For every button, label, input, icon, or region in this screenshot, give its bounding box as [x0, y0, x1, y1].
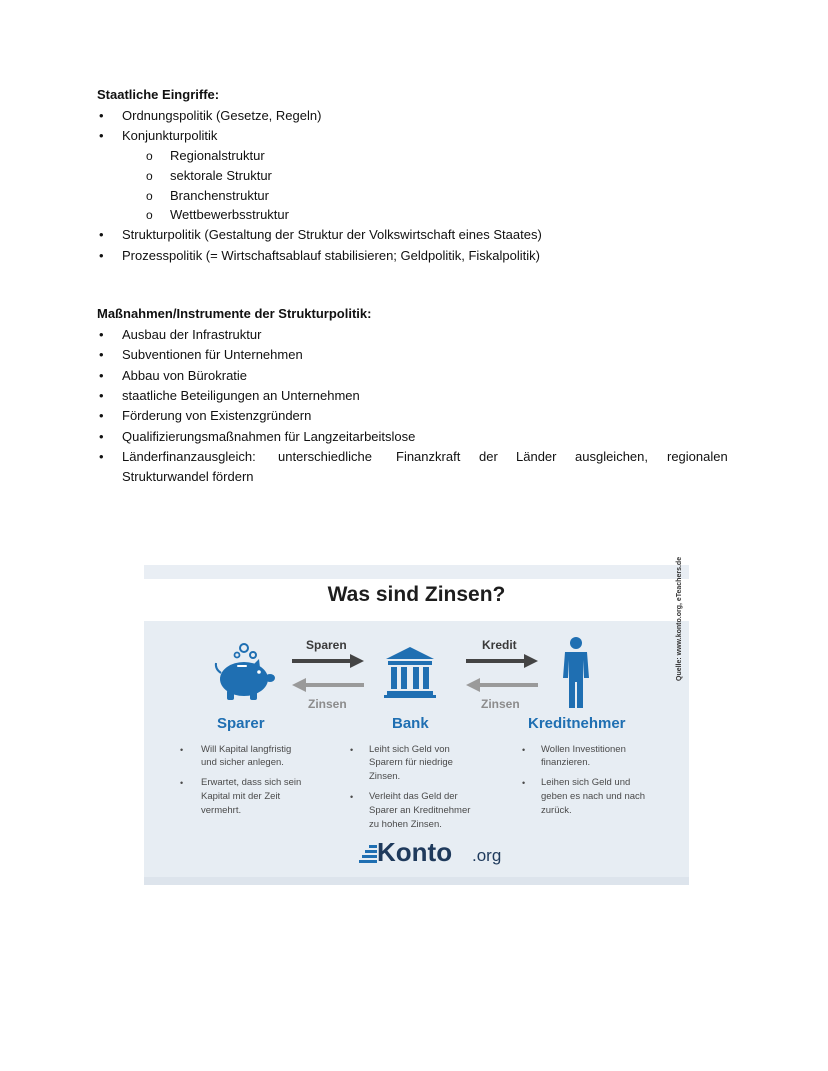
list-item-continuation: Strukturwandel fördern [122, 469, 254, 484]
bank-icon [384, 645, 436, 699]
arrow-right-icon [292, 654, 364, 668]
sub-bullet: o [146, 169, 153, 183]
bullet: • [350, 792, 354, 802]
column-point-line: und sicher anlegen. [201, 757, 284, 768]
column-point-line: Kapital mit der Zeit [201, 791, 281, 802]
column-heading-kreditnehmer: Kreditnehmer [528, 715, 626, 732]
bullet: • [99, 408, 104, 423]
list-item: Ordnungspolitik (Gesetze, Regeln) [122, 108, 322, 123]
top-band [144, 565, 689, 579]
bullet: • [99, 128, 104, 143]
bullet: • [522, 745, 526, 755]
arrow-label-sparen: Sparen [306, 638, 347, 652]
sub-bullet: o [146, 189, 153, 203]
person-icon [561, 636, 591, 708]
sub-list-item: Wettbewerbsstruktur [170, 207, 289, 222]
column-heading-bank: Bank [392, 715, 429, 732]
list-item: staatliche Beteiligungen an Unternehmen [122, 388, 360, 403]
list-item-word: Finanzkraft [396, 449, 461, 464]
logo-text: Konto [377, 837, 453, 867]
sub-list-item: sektorale Struktur [170, 168, 272, 183]
bullet: • [99, 388, 104, 403]
column-point-line: Erwartet, dass sich sein [201, 777, 302, 788]
piggy-bank-icon [213, 641, 275, 703]
source-credit: Quelle: www.konto.org, eTeachers.de [676, 556, 683, 681]
list-item: Subventionen für Unternehmen [122, 347, 303, 362]
list-item-word: Länderfinanzausgleich: [122, 449, 256, 464]
bullet: • [99, 429, 104, 444]
bullet: • [350, 745, 354, 755]
arrow-right-icon [466, 654, 538, 668]
column-point-line: Wollen Investitionen [541, 744, 626, 755]
zinsen-infographic [144, 556, 689, 885]
bottom-band [144, 877, 689, 885]
column-point-line: zu hohen Zinsen. [369, 819, 442, 830]
bullet: • [180, 745, 184, 755]
bullet: • [99, 347, 104, 362]
arrow-label-kredit: Kredit [482, 638, 517, 652]
list-item: Konjunkturpolitik [122, 128, 218, 143]
list-item: Strukturpolitik (Gestaltung der Struktur der Volkswirtschaft eines Staates) [122, 227, 542, 242]
column-point-line: Zinsen. [369, 771, 401, 782]
column-point-line: vermehrt. [201, 805, 242, 816]
list-item: Ausbau der Infrastruktur [122, 327, 262, 342]
bullet: • [180, 778, 184, 788]
column-point-line: Verleiht das Geld der [369, 791, 458, 802]
list-item-word: Länder [516, 449, 557, 464]
column-point-line: Leiht sich Geld von [369, 744, 450, 755]
bullet: • [522, 778, 526, 788]
infographic-title: Was sind Zinsen? [327, 583, 506, 606]
sub-list-item: Branchenstruktur [170, 188, 269, 203]
column-point-line: Sparer an Kreditnehmer [369, 805, 471, 816]
sub-bullet: o [146, 149, 153, 163]
column-point-line: finanzieren. [541, 757, 591, 768]
list-item: Abbau von Bürokratie [122, 368, 248, 383]
list-item-word: regionalen [667, 449, 728, 464]
bullet: • [99, 227, 104, 242]
section-heading-strukturpolitik: Maßnahmen/Instrumente der Strukturpolitik: [97, 306, 372, 321]
list-item-word: der [479, 449, 498, 464]
arrow-left-icon [292, 678, 364, 692]
column-heading-sparer: Sparer [217, 715, 265, 732]
arrow-left-icon [466, 678, 538, 692]
sub-list-item: Regionalstruktur [170, 148, 265, 163]
list-item-word: unterschiedliche [278, 449, 372, 464]
list-item: Prozesspolitik (= Wirtschaftsablauf stabilisieren; Geldpolitik, Fiskalpolitik) [122, 248, 540, 263]
arrow-label-zinsen: Zinsen [308, 697, 347, 711]
bullet: • [99, 108, 104, 123]
list-item: Förderung von Existenzgründern [122, 408, 312, 423]
section-heading-staatliche-eingriffe: Staatliche Eingriffe: [97, 87, 220, 102]
logo-suffix: .org [472, 846, 502, 865]
bullet: • [99, 248, 104, 263]
list-item-word: ausgleichen, [575, 449, 648, 464]
column-point-line: Sparern für niedrige [369, 757, 453, 768]
sub-bullet: o [146, 208, 153, 222]
column-point-line: Leihen sich Geld und [541, 777, 631, 788]
list-item: Qualifizierungsmaßnahmen für Langzeitarbeitslose [122, 429, 416, 444]
bullet: • [99, 368, 104, 383]
column-point-line: geben es nach und nach [541, 791, 646, 802]
bullet: • [99, 327, 104, 342]
arrow-label-zinsen: Zinsen [481, 697, 520, 711]
column-point-line: Will Kapital langfristig [201, 744, 292, 755]
stairs-icon [359, 845, 377, 865]
bullet: • [99, 449, 104, 464]
column-point-line: zurück. [541, 805, 572, 816]
